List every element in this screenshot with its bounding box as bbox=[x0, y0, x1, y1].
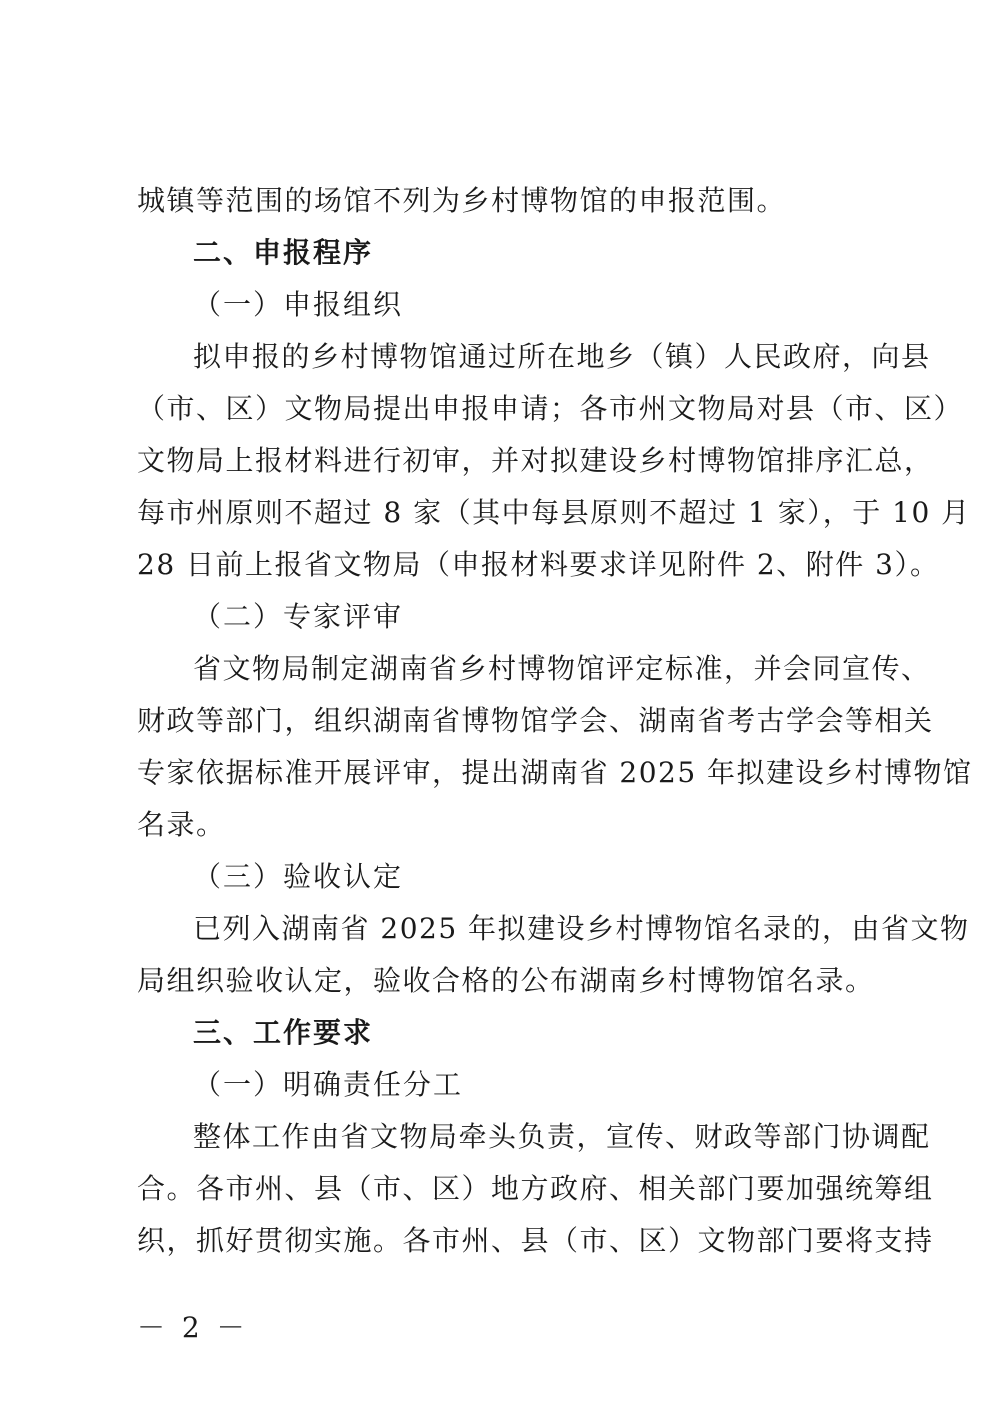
paragraph-line: 每市州原则不超过 8 家（其中每县原则不超过 1 家），于 10 月 bbox=[137, 496, 971, 529]
paragraph-line: 名录。 bbox=[137, 808, 226, 841]
section-heading-application-procedure: 二、申报程序 bbox=[193, 236, 374, 269]
paragraph-line: （市、区）文物局提出申报申请；各市州文物局对县（市、区） bbox=[137, 392, 964, 425]
subsection-heading-acceptance-certification: （三）验收认定 bbox=[193, 860, 404, 893]
section-heading-work-requirements: 三、工作要求 bbox=[193, 1016, 374, 1049]
paragraph-line: 局组织验收认定，验收合格的公布湖南乡村博物馆名录。 bbox=[137, 964, 875, 997]
paragraph-line: 织，抓好贯彻实施。各市州、县（市、区）文物部门要将支持 bbox=[137, 1224, 934, 1257]
subsection-heading-clarify-responsibilities: （一）明确责任分工 bbox=[193, 1068, 464, 1101]
paragraph-line: 专家依据标准开展评审，提出湖南省 2025 年拟建设乡村博物馆 bbox=[137, 756, 973, 789]
paragraph-line: 财政等部门，组织湖南省博物馆学会、湖南省考古学会等相关 bbox=[137, 704, 934, 737]
paragraph-line: 28 日前上报省文物局（申报材料要求详见附件 2、附件 3）。 bbox=[137, 548, 940, 581]
paragraph-line: 已列入湖南省 2025 年拟建设乡村博物馆名录的，由省文物 bbox=[193, 912, 970, 945]
paragraph-line: 省文物局制定湖南省乡村博物馆评定标准，并会同宣传、 bbox=[193, 652, 931, 685]
page-number: － 2 － bbox=[137, 1311, 249, 1344]
paragraph-line: 城镇等范围的场馆不列为乡村博物馆的申报范围。 bbox=[137, 184, 787, 217]
subsection-heading-expert-review: （二）专家评审 bbox=[193, 600, 404, 633]
paragraph-line: 文物局上报材料进行初审，并对拟建设乡村博物馆排序汇总， bbox=[137, 444, 934, 477]
paragraph-line: 拟申报的乡村博物馆通过所在地乡（镇）人民政府，向县 bbox=[193, 340, 931, 373]
paragraph-line: 整体工作由省文物局牵头负责，宣传、财政等部门协调配 bbox=[193, 1120, 931, 1153]
subsection-heading-application-organization: （一）申报组织 bbox=[193, 288, 404, 321]
paragraph-line: 合。各市州、县（市、区）地方政府、相关部门要加强统筹组 bbox=[137, 1172, 934, 1205]
